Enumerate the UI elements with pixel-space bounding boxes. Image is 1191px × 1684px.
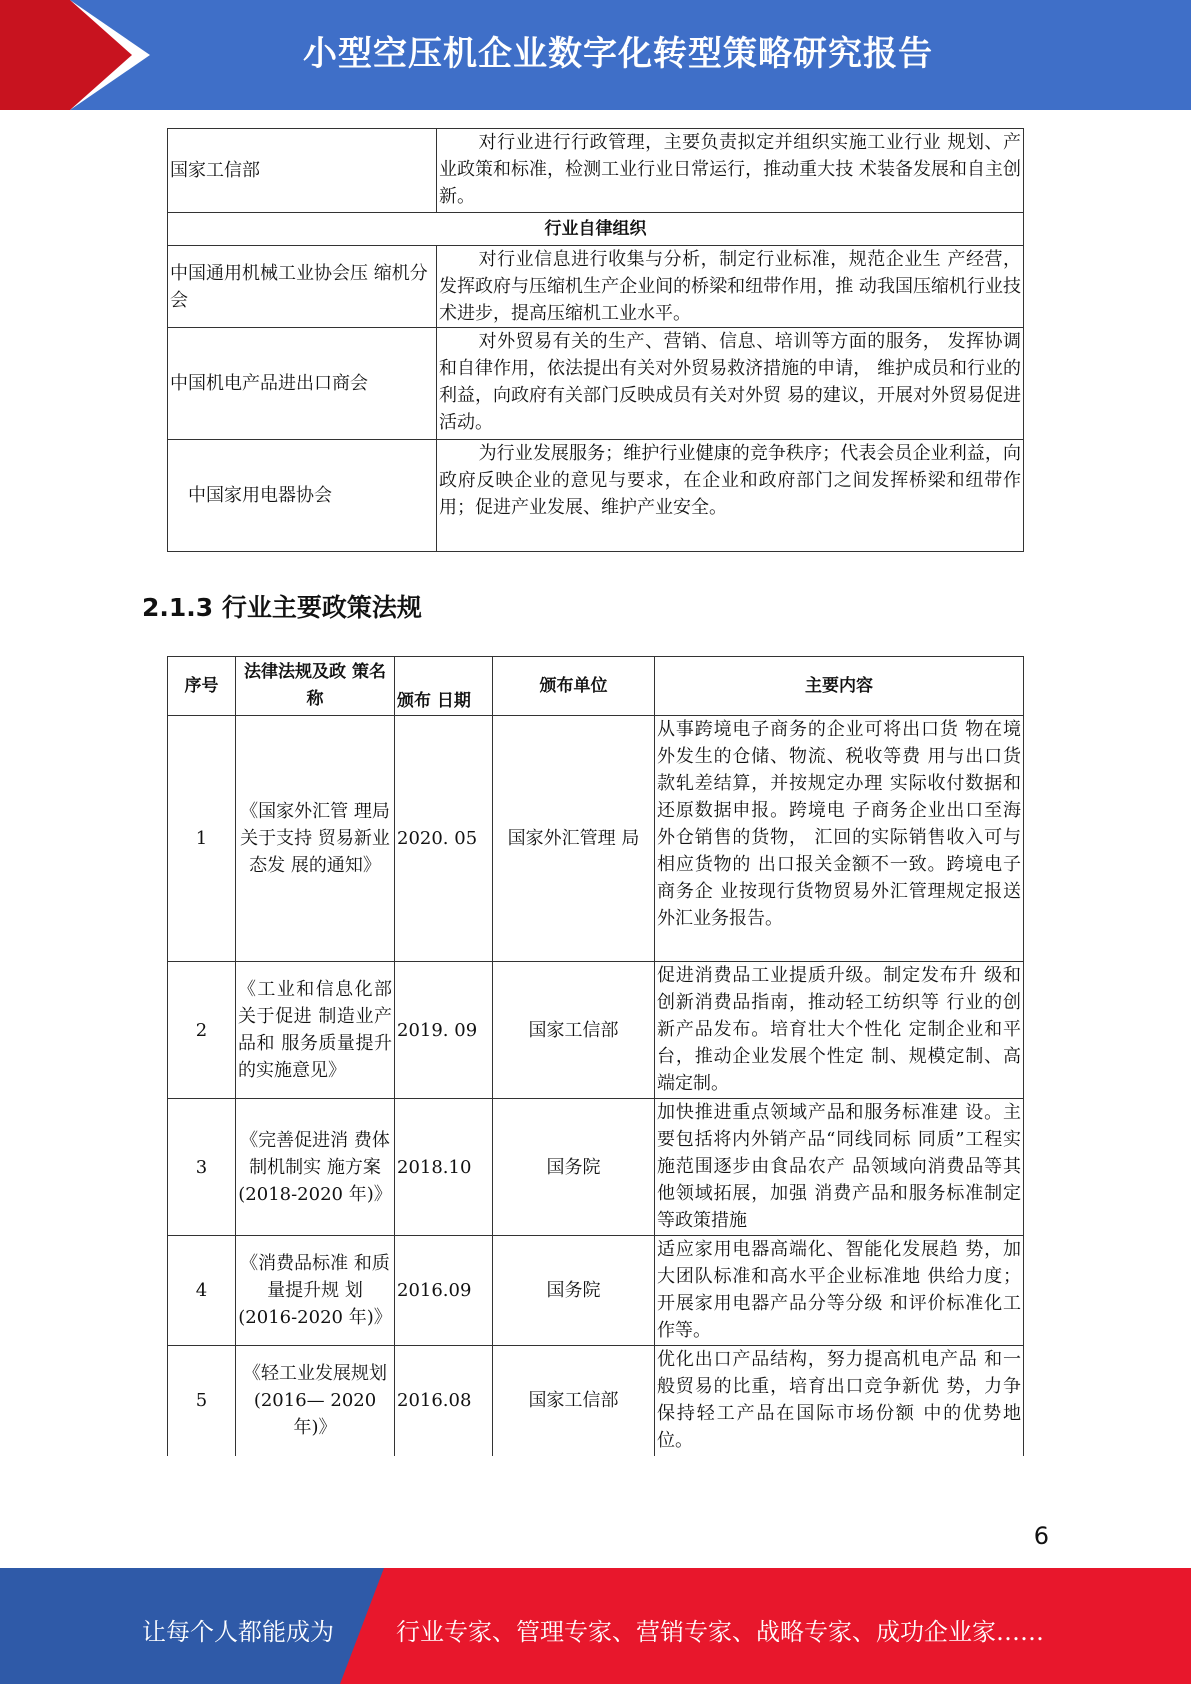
row-unit: 国务院 bbox=[493, 1099, 655, 1236]
organization-table bbox=[167, 128, 1024, 552]
row-name: 《完善促进消 费体制机制实 施方案 (2018-2020 年)》 bbox=[236, 1099, 395, 1236]
org-description: 对行业信息进行收集与分析，制定行业标准，规范企业生 产经营，发挥政府与压缩机生产企业间的桥梁和纽带作用，推 动我国压缩机行业技术进步，提高压缩机工业水平。 bbox=[437, 246, 1024, 328]
section-row-label: 行业自律组织 bbox=[168, 213, 1024, 246]
header-name: 法律法规及政 策名称 bbox=[236, 657, 395, 716]
policy-table bbox=[167, 656, 1024, 1456]
header-content: 主要内容 bbox=[655, 657, 1024, 716]
row-date: 2016.09 bbox=[395, 1236, 493, 1346]
table-row bbox=[168, 129, 1024, 213]
row-date: 2018.10 bbox=[395, 1099, 493, 1236]
footer-slogan-left: 让每个人都能成为 bbox=[142, 1618, 334, 1646]
table-row bbox=[168, 716, 1024, 962]
org-description: 对行业进行行政管理，主要负责拟定并组织实施工业行业 规划、产业政策和标准，检测工业行业日常运行，推动重大技 术装备发展和自主创新。 bbox=[437, 129, 1024, 213]
table-row bbox=[168, 328, 1024, 440]
table-row bbox=[168, 962, 1024, 1099]
row-date: 2016.08 bbox=[395, 1346, 493, 1456]
row-no: 2 bbox=[168, 962, 236, 1099]
table-row bbox=[168, 440, 1024, 552]
row-content: 促进消费品工业提质升级。制定发布升 级和创新消费品指南，推动轻工纺织等 行业的创新产品发布。培育壮大个性化 定制企业和平台，推动企业发展个性定 制、规模定制、高端定制。 bbox=[655, 962, 1024, 1099]
header-unit: 颁布单位 bbox=[493, 657, 655, 716]
row-no: 5 bbox=[168, 1346, 236, 1456]
org-name: 国家工信部 bbox=[168, 129, 437, 213]
row-unit: 国务院 bbox=[493, 1236, 655, 1346]
table-row bbox=[168, 246, 1024, 328]
table-header-row bbox=[168, 657, 1024, 716]
row-name: 《消费品标准 和质量提升规 划 (2016-2020 年)》 bbox=[236, 1236, 395, 1346]
page-number: 6 bbox=[1033, 1522, 1049, 1550]
row-content: 适应家用电器高端化、智能化发展趋 势，加大团队标准和高水平企业标准地 供给力度；开展家用电器产品分等分级 和评价标准化工作等。 bbox=[655, 1236, 1024, 1346]
row-no: 1 bbox=[168, 716, 236, 962]
row-name: 《轻工业发展规划(2016— 2020 年)》 bbox=[236, 1346, 395, 1456]
report-title: 小型空压机企业数字化转型策略研究报告 bbox=[303, 34, 933, 74]
row-content: 加快推进重点领域产品和服务标准建 设。主要包括将内外销产品“同线同标 同质”工程实施范围逐步由食品农产 品领域向消费品等其他领域拓展，加强 消费产品和服务标准制定等政策措施 bbox=[655, 1099, 1024, 1236]
row-date: 2020. 05 bbox=[395, 716, 493, 962]
row-unit: 国家外汇管理 局 bbox=[493, 716, 655, 962]
table-row bbox=[168, 1099, 1024, 1236]
org-name: 中国机电产品进出口商会 bbox=[168, 328, 437, 440]
header-no: 序号 bbox=[168, 657, 236, 716]
row-unit: 国家工信部 bbox=[493, 1346, 655, 1456]
org-description: 对外贸易有关的生产、营销、信息、培训等方面的服务， 发挥协调和自律作用，依法提出有关对外贸易救济措施的申请， 维护成员和行业的利益，向政府有关部门反映成员有关对外贸 易的建议，开展对外贸易促进活动。 bbox=[437, 328, 1024, 440]
row-unit: 国家工信部 bbox=[493, 962, 655, 1099]
org-name: 中国通用机械工业协会压 缩机分会 bbox=[168, 246, 437, 328]
footer-slogan-right: 行业专家、管理专家、营销专家、战略专家、成功企业家…… bbox=[396, 1618, 1044, 1646]
table-row bbox=[168, 1236, 1024, 1346]
row-name: 《工业和信息化部关于促进 制造业产品和 服务质量提升 的实施意见》 bbox=[236, 962, 395, 1099]
section-heading: 2.1.3 行业主要政策法规 bbox=[142, 593, 422, 622]
org-description: 为行业发展服务；维护行业健康的竞争秩序；代表会员企业利益，向政府反映企业的意见与要求，在企业和政府部门之间发挥桥梁和纽带作用；促进产业发展、维护产业安全。 bbox=[437, 440, 1024, 552]
table-row bbox=[168, 1346, 1024, 1456]
row-no: 4 bbox=[168, 1236, 236, 1346]
row-date: 2019. 09 bbox=[395, 962, 493, 1099]
row-content: 从事跨境电子商务的企业可将出口货 物在境外发生的仓储、物流、税收等费 用与出口货款轧差结算，并按规定办理 实际收付数据和还原数据申报。跨境电 子商务企业出口至海外仓销售的货物， 汇回的实际销售收入可与相应货物的 出口报关金额不一致。跨境电子商务企 业按现行货物贸易外汇管理规定报送 外汇业务报告。 bbox=[655, 716, 1024, 962]
org-name: 中国家用电器协会 bbox=[168, 440, 437, 552]
table-row bbox=[168, 213, 1024, 246]
row-name: 《国家外汇管 理局关于支持 贸易新业态发 展的通知》 bbox=[236, 716, 395, 962]
row-content: 优化出口产品结构，努力提高机电产品 和一般贸易的比重，培育出口竞争新优 势，力争保持轻工产品在国际市场份额 中的优势地位。 bbox=[655, 1346, 1024, 1456]
row-no: 3 bbox=[168, 1099, 236, 1236]
header-date: 颁布 日期 bbox=[395, 657, 493, 716]
